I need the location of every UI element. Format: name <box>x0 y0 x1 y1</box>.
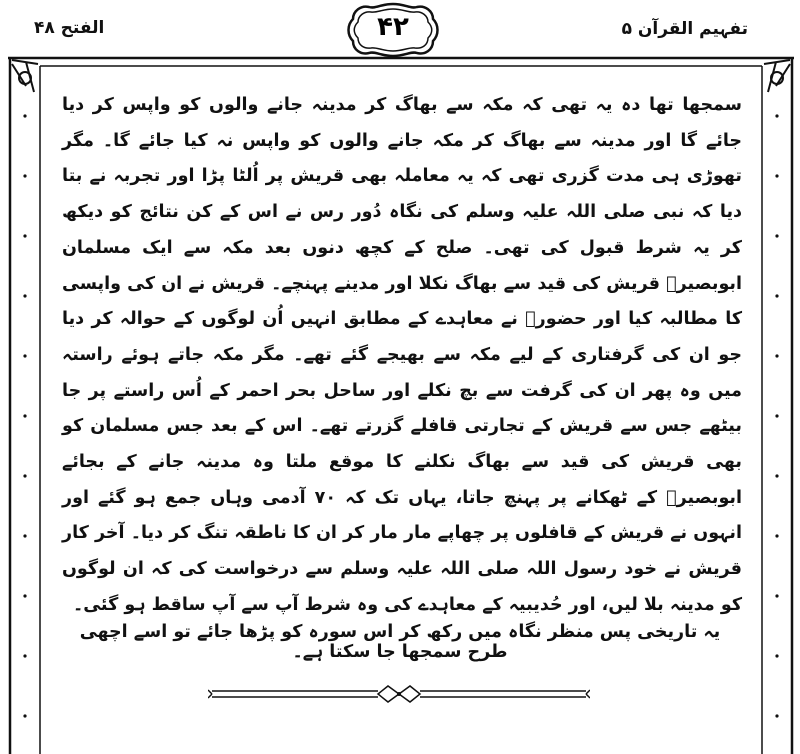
closing-line: یہ تاریخی پس منظر نگاہ میں رکھ کر اس سورہ کو پڑھا جائے تو اسے اچھی طرح سمجھا جا سکتا ہے۔ <box>79 622 721 662</box>
book-title-header: تفہیم القرآن ۵ <box>621 19 748 39</box>
page-number: ۴۲ <box>377 12 409 42</box>
surah-title-header: الفتح ۴۸ <box>34 18 105 38</box>
ornamental-divider-icon <box>208 684 590 704</box>
body-paragraph: سمجھا تھا دہ یہ تھی کہ مکہ سے بھاگ کر مدینہ جانے والوں کو واپس کر دیا جائے گا اور مدینہ سے بھاگ کر مکہ جانے والوں کو واپس نہ کیا جائے گا۔ مگر تھوڑی ہی مدت گزری تھی کہ یہ معاملہ بھی قریش پر اُلٹا پڑا اور تجربہ نے بتا دیا کہ نبی صلی اللہ علیہ وسلم کی نگاہ دُور رس نے اس کے کن نتائج کو دیکھ کر یہ شرط قبول کی تھی۔ صلح کے کچھ دنوں بعد مکہ سے ایک مسلمان ابوبصیرؓ قریش کی قید سے بھاگ نکلا اور مدینے پہنچے۔ قریش نے ان کی واپسی کا مطالبہ کیا اور حضورؐ نے معاہدے کے مطابق انہیں اُن لوگوں کے حوالہ کر دیا جو ان کی گرفتاری کے لیے مکہ سے بھیجے گئے تھے۔ مگر مکہ جاتے ہوئے راستہ میں وہ پھر ان کی گرفت سے بچ نکلے اور ساحل بحر احمر کے اُس راستے پر جا بیٹھے جس سے قریش کے تجارتی قافلے گزرتے تھے۔ اس کے بعد جس مسلمان کو بھی قریش کی قید سے بھاگ نکلنے کا موقع ملتا وہ مدینہ جانے کے بجائے ابوبصیرؓ کے ٹھکانے پر پہنچ جاتا، یہاں تک کہ ۷۰ آدمی وہاں جمع ہو گئے اور انہوں نے قریش کے قافلوں پر چھاپے مار مار کر ان کا ناطقہ تنگ کر دیا۔ آخر کار قریش نے خود رسول اللہ صلی اللہ علیہ وسلم سے درخواست کی کہ ان لوگوں کو مدینہ بلا لیں، اور حُدیبیہ کے معاہدے کی وہ شرط آپ سے آپ ساقط ہو گئی۔ <box>62 95 742 615</box>
